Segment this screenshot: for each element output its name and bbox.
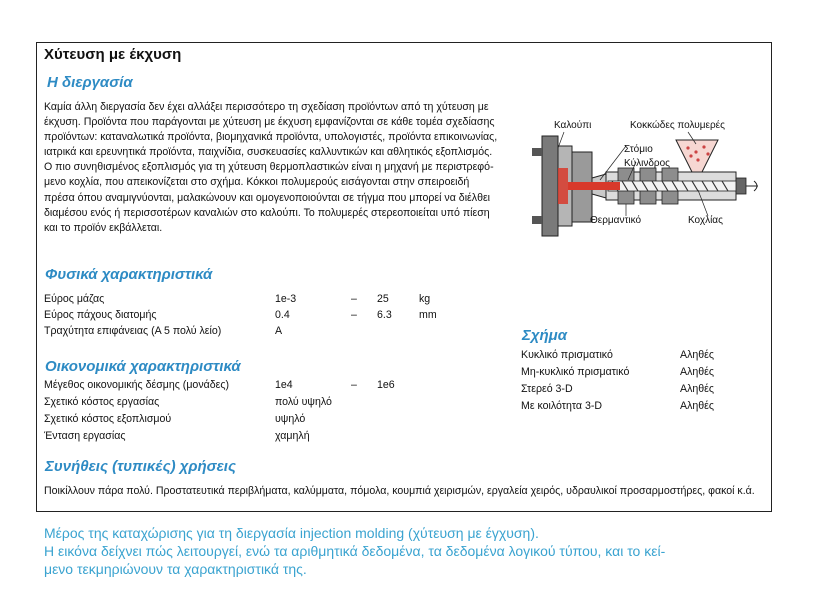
physical-table <box>44 291 444 341</box>
shape-row <box>521 364 741 381</box>
diagram-label-cylinder: Κύλινδρος <box>624 158 670 169</box>
caption-line: Η εικόνα δείχνει πώς λειτουργεί, ενώ τα αριθμητικά δεδομένα, τα δεδομένα λογικού τύπου, και το κεί- <box>44 543 666 559</box>
economic-row <box>44 394 444 411</box>
diagram-label-screw: Κοχλίας <box>688 215 723 226</box>
diagram-label-mould: Καλούπι <box>554 120 592 131</box>
process-line: και το προϊόν εκβάλλεται. <box>44 221 163 234</box>
property-max: 1e6 <box>377 379 395 391</box>
process-heading: Η διεργασία <box>47 74 133 91</box>
property-label: Σχετικό κόστος εργασίας <box>44 396 160 408</box>
property-unit: mm <box>419 309 437 321</box>
process-line: ιατρικά και ερευνητικά προϊόντα, παιχνίδια, συσκευασίες καλλυντικών και αθλητικός εξοπλισμός. <box>44 146 493 159</box>
property-min: 0.4 <box>275 309 290 321</box>
process-line: Καμία άλλη διεργασία δεν έχει αλλάξει περισσότερο τη σχεδίαση προϊόντων από τη χύτευση με <box>44 101 489 113</box>
shape-value: Αληθές <box>680 349 714 361</box>
shape-table <box>521 347 741 417</box>
property-dash: – <box>351 379 357 391</box>
process-text <box>44 100 512 236</box>
caption-line: Μέρος της καταχώρισης για τη διεργασία injection molding (χύτευση με έγχυση). <box>44 525 539 541</box>
economic-row <box>44 428 444 445</box>
property-dash: – <box>351 309 357 321</box>
diagram-label-granules: Κοκκώδες πολυμερές <box>630 120 725 131</box>
uses-text: Ποικίλλουν πάρα πολύ. Προστατευτικά περιβλήματα, καλύμματα, πόμολα, κουμπιά χειρισμών, εργαλεία χειρός, υδραυλικοί προσαρμοστήρες, φακοί κ.ά. <box>44 485 755 497</box>
property-max: 25 <box>377 293 389 305</box>
page-title: Χύτευση με έκχυση <box>44 46 182 63</box>
property-label: Ένταση εργασίας <box>44 430 126 442</box>
shape-value: Αληθές <box>680 400 714 412</box>
diagram-label-nozzle: Στόμιο <box>624 144 653 155</box>
process-line: διαμέσου ενός ή περισσοτέρων καναλιών στο καλούπι. Το πολυμερές στερεοποιείται υπό πίεση <box>44 206 490 219</box>
caption-line: μενο τεκμηριώνουν τα χαρακτηριστικά της. <box>44 561 307 577</box>
property-min: πολύ υψηλό <box>275 396 332 408</box>
property-min: 1e4 <box>275 379 293 391</box>
shape-value: Αληθές <box>680 366 714 378</box>
process-line: έκχυση. Προϊόντα που παράγονται με χύτευση με έκχυση εμφανίζονται σε κάθε τομέα σχεδίασης <box>44 116 495 129</box>
economic-row <box>44 377 444 394</box>
process-line: μενο κοχλία, που απεικονίζεται στο σχήμα. Κόκκοι πολυμερούς εισάγονται στην σπειροειδή <box>44 176 470 189</box>
property-dash: – <box>351 293 357 305</box>
property-label: Εύρος πάχους διατομής <box>44 309 157 321</box>
property-max: 6.3 <box>377 309 392 321</box>
diagram-label-heater: Θερμαντικό <box>590 215 642 226</box>
process-line: προϊόντων: καταναλωτικά προϊόντα, βιομηχανικά προϊόντα, υπολογιστές, προϊόντα επικοινωνίας, <box>44 131 498 144</box>
process-line: Ο πιο συνηθισμένος εξοπλισμός για τη χύτευση θερμοπλαστικών είναι η μηχανή με περιστρεφό- <box>44 161 494 174</box>
physical-row <box>44 307 444 323</box>
uses-heading: Συνήθεις (τυπικές) χρήσεις <box>45 458 236 475</box>
injection-machine-illustration <box>528 118 760 248</box>
shape-row <box>521 398 741 415</box>
shape-value: Αληθές <box>680 383 714 395</box>
shape-row <box>521 347 741 364</box>
figure-caption <box>44 524 665 578</box>
process-line: πρέσα όπου αναμιγνύονται, μαλακώνουν και ομογενοποιούνται σε τήγμα που μπορεί να διέλθει <box>44 191 491 204</box>
property-label: Εύρος μάζας <box>44 293 105 305</box>
physical-heading: Φυσικά χαρακτηριστικά <box>45 266 213 283</box>
shape-row <box>521 381 741 398</box>
shape-label: Στερεό 3-D <box>521 383 573 395</box>
economic-table <box>44 377 444 445</box>
property-label: Σχετικό κόστος εξοπλισμού <box>44 413 172 425</box>
physical-row <box>44 291 444 307</box>
property-label: Μέγεθος οικονομικής δέσμης (μονάδες) <box>44 379 229 391</box>
shape-label: Με κοιλότητα 3-D <box>521 400 603 412</box>
property-unit: kg <box>419 293 431 305</box>
injection-machine-diagram <box>528 118 760 248</box>
economic-row <box>44 411 444 428</box>
shape-label: Κυκλικό πρισματικό <box>521 349 613 361</box>
economic-heading: Οικονομικά χαρακτηριστικά <box>45 358 241 375</box>
physical-row <box>44 323 444 339</box>
shape-label: Μη-κυκλικό πρισματικό <box>521 366 630 378</box>
property-min: υψηλό <box>275 413 306 425</box>
shape-heading: Σχήμα <box>522 327 568 344</box>
property-label: Τραχύτητα επιφάνειας (Α 5 πολύ λείο) <box>44 325 222 337</box>
property-min: A <box>275 325 283 337</box>
property-min: χαμηλή <box>275 430 310 442</box>
property-min: 1e-3 <box>275 293 297 305</box>
